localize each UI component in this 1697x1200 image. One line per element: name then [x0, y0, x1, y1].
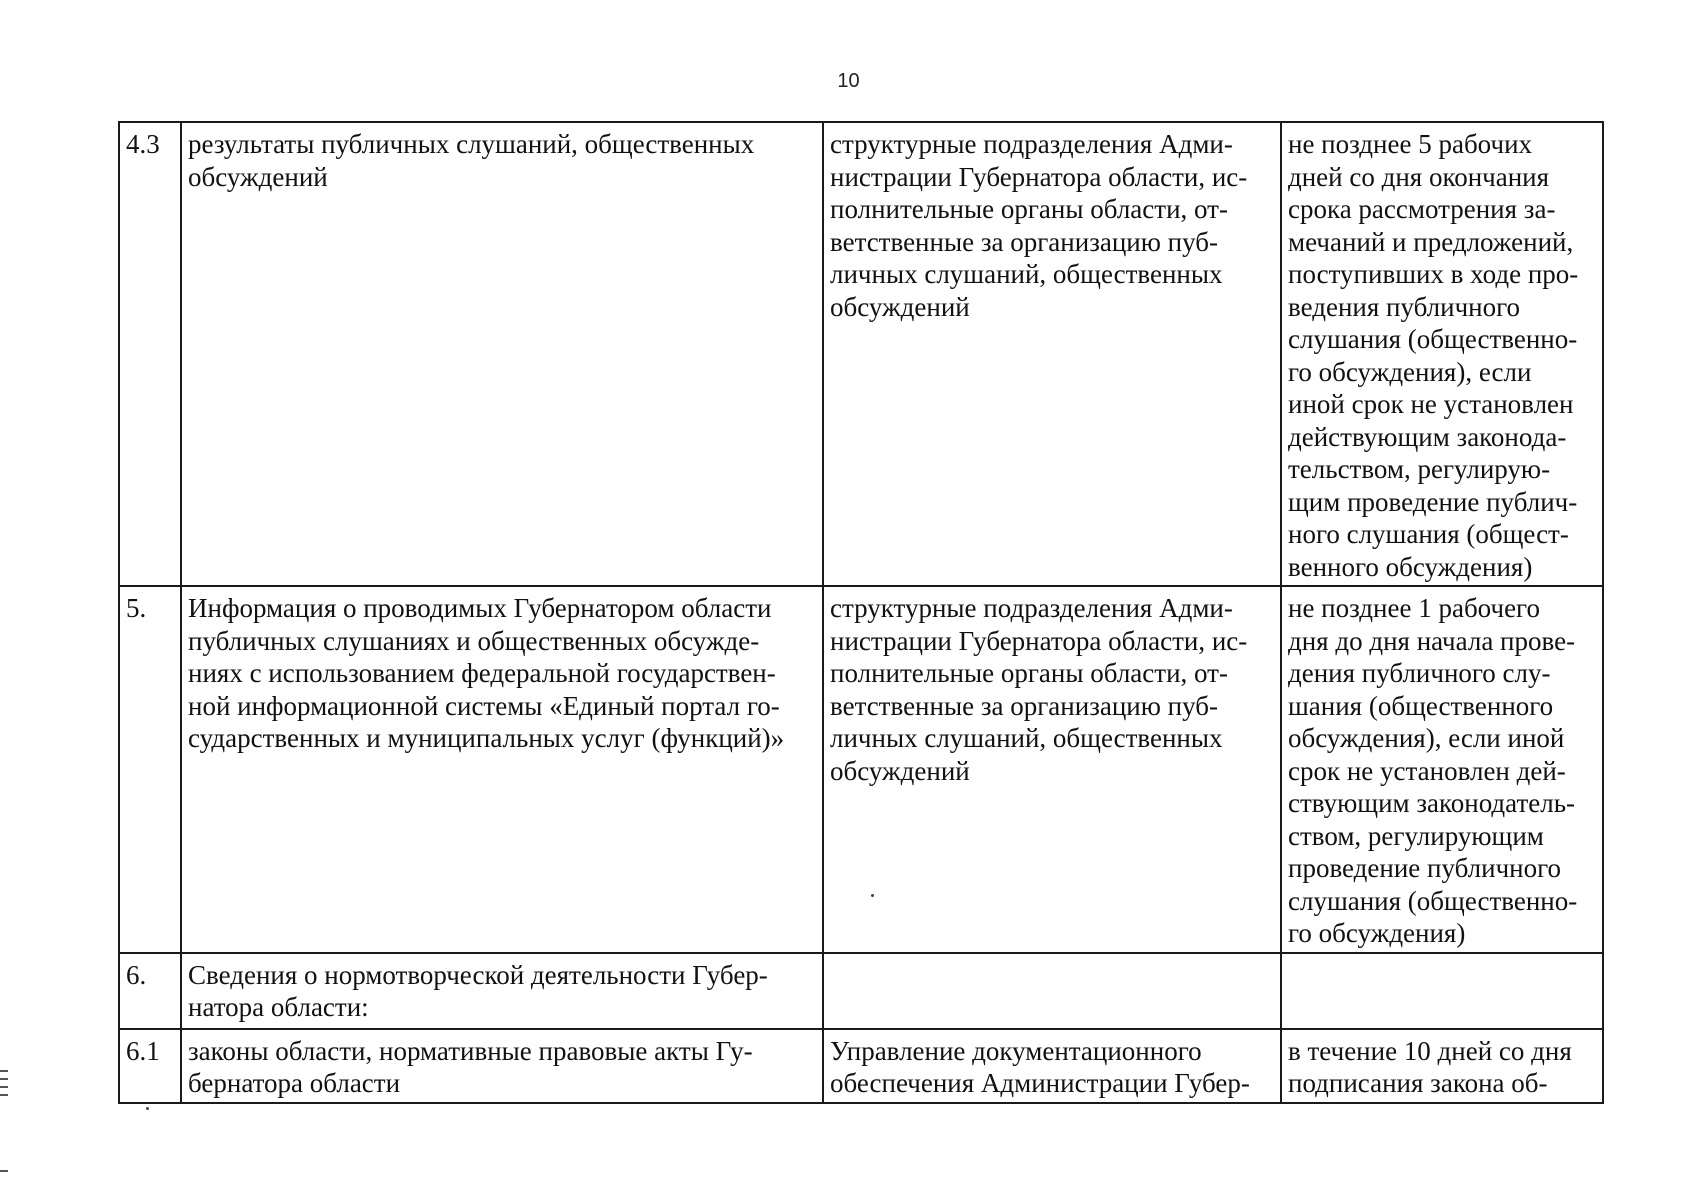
table-row [119, 953, 1603, 1029]
item-name: Информация о проводимых Губернатором области публичных слушаниях и общественных обсужде- ниях с использованием федеральной государствен- ной информационной системы «Единый портал го- сударственных и муниципальных услуг (функций)» [188, 593, 785, 753]
scan-dot [871, 894, 874, 897]
term-cell [1281, 953, 1603, 1029]
item-name: законы области, нормативные правовые акты Гу- бернатора области [188, 1035, 753, 1098]
item-name: Сведения о нормотворческой деятельности Губер- натора области: [188, 959, 768, 1022]
table-row [119, 586, 1603, 953]
term-cell [1281, 586, 1603, 953]
scan-edge-mark [0, 1086, 8, 1088]
term-cell [1281, 122, 1603, 586]
scan-edge-mark [0, 1070, 8, 1072]
responsible-text: структурные подразделения Адми- нистрации Губернатора области, ис- полнительные органы области, от- ветственные за организацию пуб- личных слушаний, общественных обсуждений [830, 129, 1248, 322]
responsible-cell [823, 586, 1281, 953]
term-cell [1281, 1029, 1603, 1103]
scan-edge-mark [0, 1078, 8, 1080]
scan-edge-mark [0, 1094, 8, 1096]
term-text: в течение 10 дней со дня подписания закона об- [1288, 1035, 1572, 1098]
row-number-cell [119, 1029, 181, 1103]
term-text: не позднее 1 рабочего дня до дня начала прове- дения публичного слу- шания (общественного обсуждения), если иной срок не установлен дей- ствующим законодатель- ством, регулирующим проведение публичного слушания (общественно- го обсуждения) [1288, 593, 1578, 948]
document-table [118, 121, 1604, 1104]
row-number: 5. [126, 593, 147, 623]
term-text: не позднее 5 рабочих дней со дня окончания срока рассмотрения за- мечаний и предложений, поступивших в ходе про- ведения публичного слушания (общественно- го обсуждения), если иной срок не установлен действующим законода- тельством, регулирую- щим проведение публич- ного слушания (общест- венного обсуждения) [1288, 129, 1579, 582]
responsible-text: Управление документационного обеспечения Администрации Губер- [830, 1035, 1250, 1098]
item-name-cell [181, 122, 823, 586]
row-number-cell [119, 953, 181, 1029]
responsible-cell [823, 1029, 1281, 1103]
row-number: 4.3 [126, 129, 160, 159]
responsible-cell [823, 953, 1281, 1029]
row-number: 6. [126, 959, 147, 990]
row-number-cell [119, 586, 181, 953]
item-name: результаты публичных слушаний, общественных обсуждений [188, 129, 755, 192]
page-number: 10 [837, 70, 860, 92]
table-row [119, 122, 1603, 586]
row-number-cell [119, 122, 181, 586]
scan-dot [146, 1107, 149, 1110]
scan-edge-mark [0, 1170, 8, 1172]
responsible-text: структурные подразделения Адми- нистрации Губернатора области, ис- полнительные органы области, от- ветственные за организацию пуб- личных слушаний, общественных обсуждений [830, 593, 1248, 786]
row-number: 6.1 [126, 1035, 160, 1066]
item-name-cell [181, 1029, 823, 1103]
table-row [119, 1029, 1603, 1103]
item-name-cell [181, 953, 823, 1029]
item-name-cell [181, 586, 823, 953]
responsible-cell [823, 122, 1281, 586]
